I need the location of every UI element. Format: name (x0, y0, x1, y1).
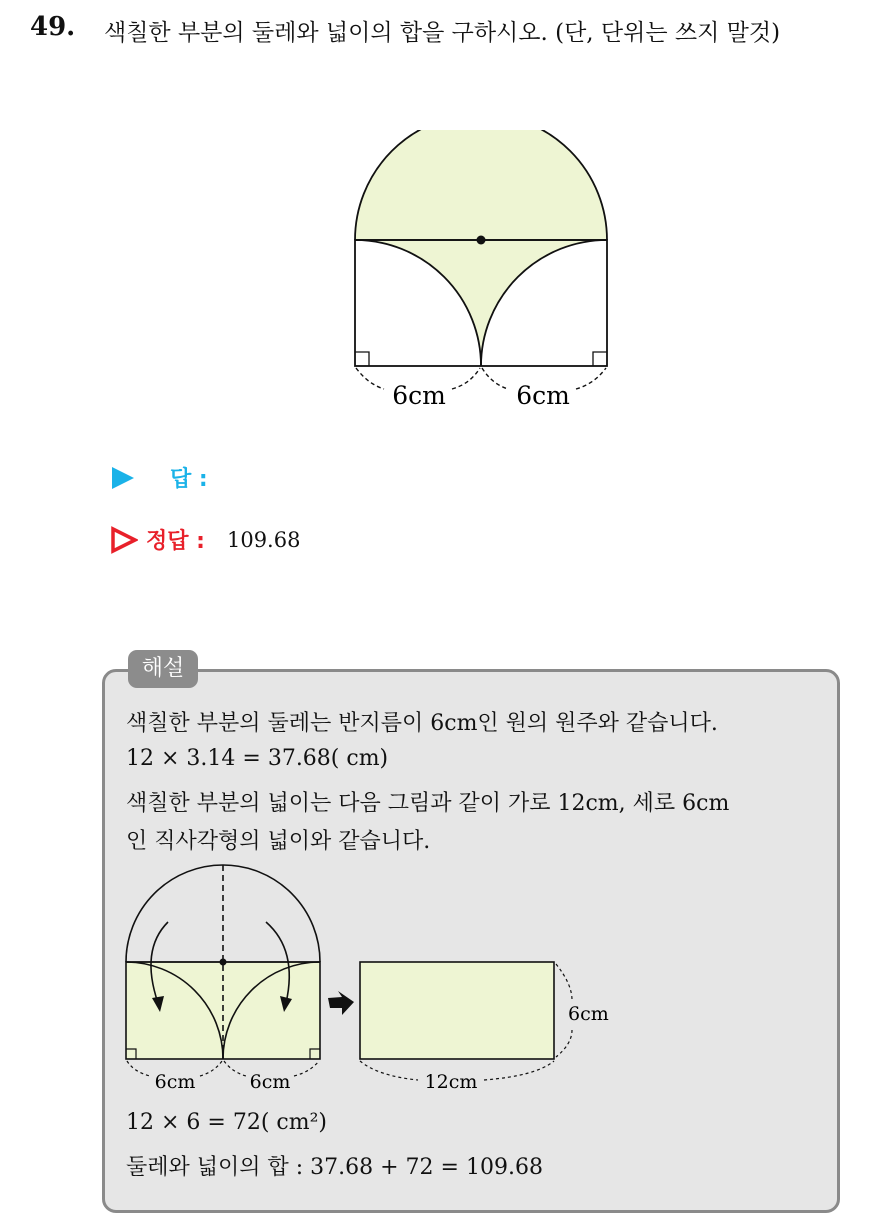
center-dot (477, 236, 486, 245)
right-angle-mark-left (355, 352, 369, 366)
play-triangle-icon (110, 465, 136, 491)
solution-line-6: 둘레와 넓이의 합 : 37.68 + 72 = 109.68 (126, 1155, 543, 1180)
main-figure (340, 130, 630, 420)
width-label: 12cm (424, 1071, 478, 1093)
right-angle-mark-right (593, 352, 607, 366)
solution-line-4: 인 직사각형의 넓이와 같습니다. (126, 829, 431, 854)
correct-answer-row (110, 524, 300, 555)
result-rectangle (360, 962, 554, 1059)
solution-line-2: 12 × 3.14 = 37.68( cm) (126, 746, 389, 771)
label-left: 6cm (392, 381, 446, 410)
bold-arrow-icon (328, 991, 354, 1015)
upper-semicircle-shade (355, 130, 607, 240)
answer-label: 답 : (170, 467, 208, 492)
correct-answer-value: 109.68 (226, 527, 301, 552)
lower-shade (355, 240, 607, 366)
solution-line-5: 12 × 6 = 72( cm²) (126, 1110, 327, 1135)
small-label-left: 6cm (154, 1071, 196, 1093)
question-text: 색칠한 부분의 둘레와 넓이의 합을 구하시오. (단, 단위는 쓰지 말것) (104, 20, 781, 46)
question-number: 49. (30, 12, 76, 42)
solution-line-3: 색칠한 부분의 넓이는 다음 그림과 같이 가로 12cm, 세로 6cm (126, 791, 730, 816)
small-label-right: 6cm (249, 1071, 291, 1093)
outline-triangle-icon (110, 526, 138, 554)
solution-tag: 해설 (128, 650, 198, 688)
label-right: 6cm (516, 381, 570, 410)
center-dot-small (220, 959, 227, 966)
correct-answer-label: 정답 : (146, 529, 205, 554)
solution-line-1: 색칠한 부분의 둘레는 반지름이 6cm인 원의 원주와 같습니다. (126, 711, 718, 736)
solution-figure (118, 862, 638, 1102)
answer-row (110, 462, 208, 493)
height-label: 6cm (568, 1003, 609, 1025)
